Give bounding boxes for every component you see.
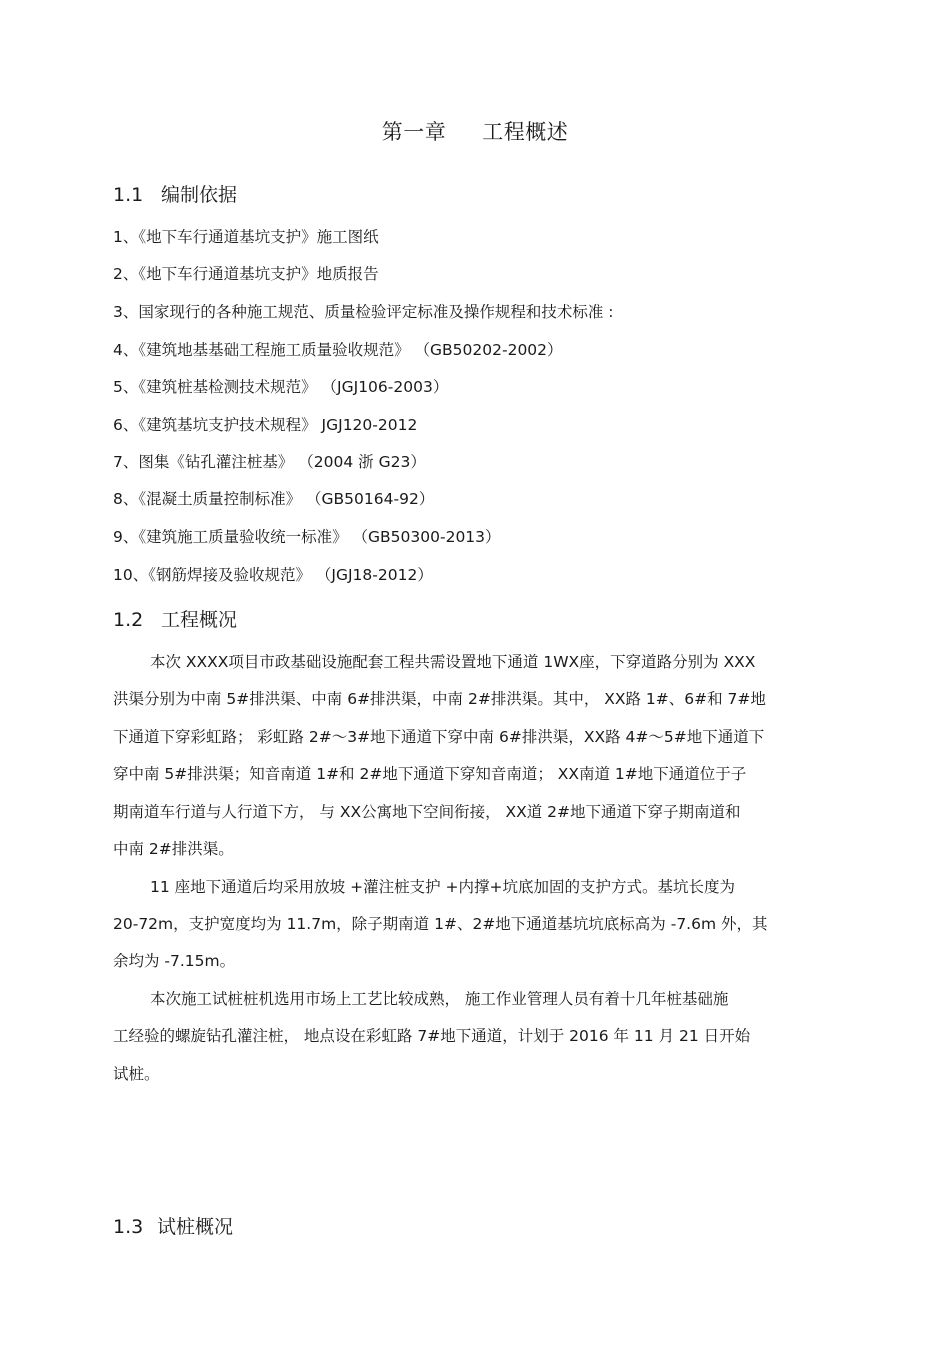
overview-line: 11 座地下通道后均采用放坡 +灌注桩支护 +内撑+坑底加固的支护方式。基坑长度为: [150, 878, 735, 896]
chapter-title: [0, 116, 950, 146]
reference-item: 4、《建筑地基基础工程施工质量验收规范》 （GB50202-2002）: [113, 341, 563, 359]
overview-line: 洪渠分别为中南 5#排洪渠、中南 6#排洪渠，中南 2#排洪渠。其中， XX路 1#、6#和 7#地: [113, 690, 766, 708]
reference-item: 9、《建筑施工质量验收统一标准》 （GB50300-2013）: [113, 528, 501, 546]
chapter-name: 工程概述: [482, 120, 569, 144]
section-number: 1.2: [113, 609, 144, 631]
reference-item: 10、《钢筋焊接及验收规范》 （JGJ18-2012）: [113, 566, 433, 584]
section-heading-1-2: [113, 605, 237, 632]
section-title: 试桩概况: [157, 1216, 234, 1238]
reference-item: 6、《建筑基坑支护技术规程》 JGJ120-2012: [113, 416, 418, 434]
section-number: 1.1: [113, 184, 144, 206]
overview-line: 下通道下穿彩虹路； 彩虹路 2#～3#地下通道下穿中南 6#排洪渠，XX路 4#～5#地下通道下: [113, 728, 765, 746]
reference-item: 8、《混凝土质量控制标准》 （GB50164-92）: [113, 490, 435, 508]
reference-item: 2、《地下车行通道基坑支护》地质报告: [113, 265, 379, 283]
overview-line: 穿中南 5#排洪渠；知音南道 1#和 2#地下通道下穿知音南道； XX南道 1#地下通道位于子: [113, 765, 747, 783]
overview-line: 试桩。: [113, 1065, 160, 1083]
overview-line: 期南道车行道与人行道下方， 与 XX公寓地下空间衔接， XX道 2#地下通道下穿子期南道和: [113, 803, 741, 821]
section-title: 工程概况: [161, 609, 238, 631]
overview-line: 20-72m，支护宽度均为 11.7m，除子期南道 1#、2#地下通道基坑坑底标高为 -7.6m 外，其: [113, 915, 768, 933]
reference-item: 1、《地下车行通道基坑支护》施工图纸: [113, 228, 379, 246]
overview-line: 本次施工试桩桩机选用市场上工艺比较成熟， 施工作业管理人员有着十几年桩基础施: [150, 990, 729, 1008]
section-title: 编制依据: [161, 184, 238, 206]
section-heading-1-1: [113, 180, 237, 207]
overview-line: 本次 XXXX项目市政基础设施配套工程共需设置地下通道 1WX座，下穿道路分别为 XXX: [150, 653, 756, 671]
chapter-number: 第一章: [381, 120, 447, 144]
reference-item: 5、《建筑桩基检测技术规范》 （JGJ106-2003）: [113, 378, 449, 396]
reference-item: 7、图集《钻孔灌注桩基》 （2004 浙 G23）: [113, 453, 426, 471]
section-heading-1-3: [113, 1212, 233, 1239]
reference-item: 3、国家现行的各种施工规范、质量检验评定标准及操作规程和技术标准 :: [113, 303, 614, 321]
overview-line: 中南 2#排洪渠。: [113, 840, 234, 858]
section-number: 1.3: [113, 1216, 144, 1238]
overview-line: 工经验的螺旋钻孔灌注桩， 地点设在彩虹路 7#地下通道，计划于 2016 年 11 月 21 日开始: [113, 1027, 751, 1045]
overview-line: 余均为 -7.15m。: [113, 952, 236, 970]
